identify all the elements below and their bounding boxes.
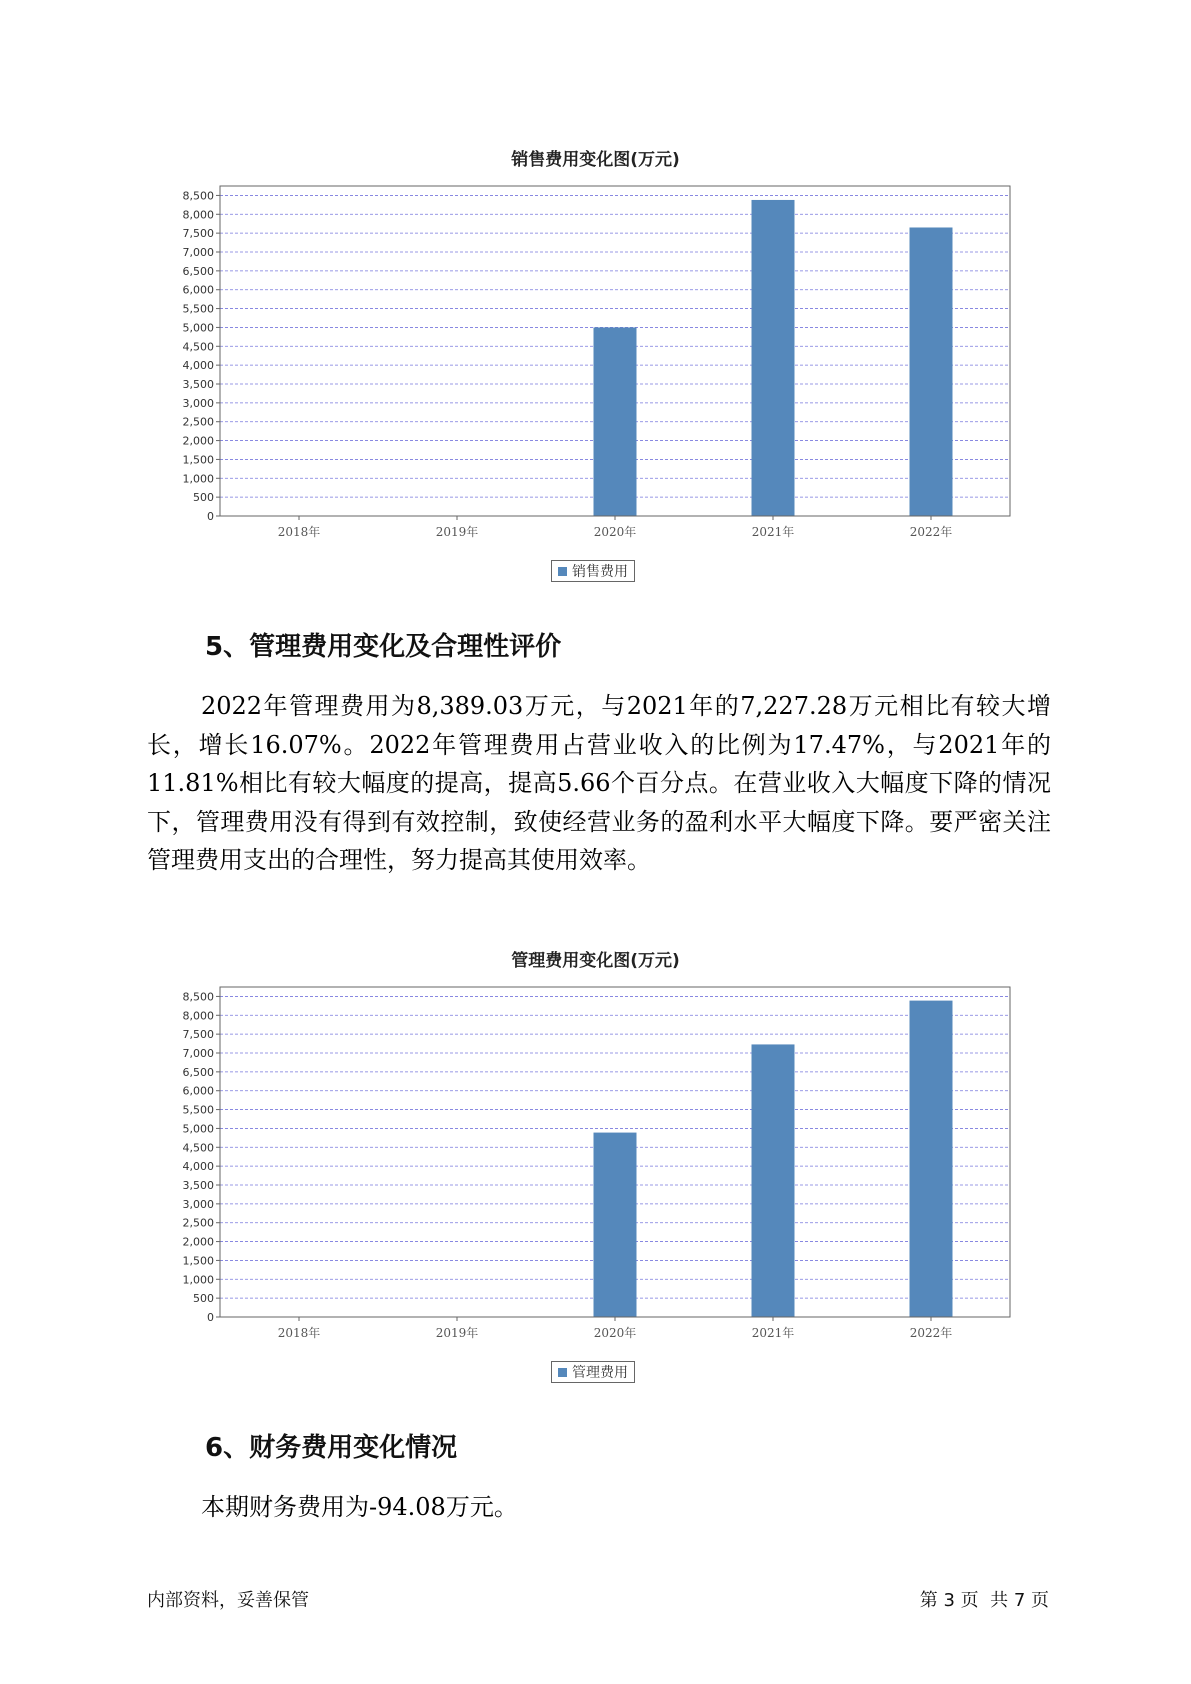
y-tick-label: 7,000 — [182, 246, 214, 259]
y-tick-label: 4,000 — [182, 359, 214, 373]
admin-expense-chart — [150, 979, 1020, 1349]
y-tick-label: 8,000 — [182, 1009, 214, 1023]
y-tick-label: 6,000 — [182, 283, 214, 297]
y-tick-label: 3,000 — [182, 1197, 214, 1211]
x-tick-label: 2019年 — [435, 1326, 479, 1340]
x-tick-label: 2019年 — [435, 525, 479, 539]
bar-2021年 — [752, 1044, 795, 1317]
legend-label: 销售费用 — [572, 564, 628, 580]
y-tick-label: 4,000 — [182, 1160, 214, 1174]
footer-page-number: 第 3 页 共 7 页 — [919, 1590, 1049, 1611]
y-tick-label: 2,000 — [182, 1235, 214, 1249]
legend-swatch — [558, 1368, 567, 1377]
y-tick-label: 8,000 — [182, 208, 214, 222]
y-tick-label: 8,500 — [182, 990, 214, 1004]
footer-confidential-note: 内部资料，妥善保管 — [147, 1590, 309, 1611]
y-tick-label: 6,500 — [182, 1065, 214, 1079]
y-tick-label: 500 — [193, 1292, 214, 1306]
y-tick-label: 2,500 — [182, 415, 214, 429]
x-tick-label: 2022年 — [909, 1326, 953, 1340]
y-tick-label: 1,000 — [182, 472, 214, 486]
y-tick-label: 4,500 — [182, 1141, 214, 1155]
y-tick-label: 6,000 — [182, 1084, 214, 1098]
y-tick-label: 6,500 — [182, 264, 214, 278]
x-tick-label: 2020年 — [593, 525, 637, 539]
x-tick-label: 2021年 — [751, 1326, 795, 1340]
y-tick-label: 8,500 — [182, 189, 214, 203]
y-tick-label: 2,000 — [182, 434, 214, 448]
bar-2022年 — [910, 227, 953, 516]
sales-expense-chart — [150, 178, 1020, 548]
y-tick-label: 500 — [193, 491, 214, 505]
y-tick-label: 2,500 — [182, 1216, 214, 1230]
legend-swatch — [558, 567, 567, 576]
section6-paragraph: 本期财务费用为-94.08万元。 — [201, 1493, 518, 1521]
x-tick-label: 2018年 — [277, 525, 321, 539]
y-tick-label: 4,500 — [182, 340, 214, 354]
y-tick-label: 3,000 — [182, 396, 214, 410]
y-tick-label: 1,000 — [182, 1273, 214, 1287]
sales-chart-title: 销售费用变化图(万元) — [511, 150, 680, 170]
y-tick-label: 3,500 — [182, 378, 214, 391]
y-tick-label: 5,000 — [182, 1122, 214, 1136]
x-tick-label: 2021年 — [751, 525, 795, 539]
y-tick-label: 5,500 — [182, 1103, 214, 1117]
section6-heading: 6、财务费用变化情况 — [205, 1433, 458, 1463]
y-tick-label: 5,000 — [182, 321, 214, 335]
admin-chart-title: 管理费用变化图(万元) — [511, 951, 680, 971]
admin-chart-legend — [551, 1361, 635, 1383]
section5-heading: 5、管理费用变化及合理性评价 — [205, 632, 562, 662]
section5-paragraph: 2022年管理费用为8,389.03万元，与2021年的7,227.28万元相比有较大增长，增长16.07%。2022年管理费用占营业收入的比例为17.47%，与2021年的11.81%相比有较大幅度的提高，提高5.66个百分点。在营业收入大幅度下降的情况下，管理费用没有得到有效控制，致使经营业务的盈利水平大幅度下降。要严密关注管理费用支出的合理性，努力提高其使用效率。 — [147, 692, 1051, 874]
y-tick-label: 1,500 — [182, 1254, 214, 1268]
y-tick-label: 7,000 — [182, 1047, 214, 1060]
bar-2021年 — [752, 200, 795, 516]
y-tick-label: 0 — [207, 510, 214, 523]
x-tick-label: 2020年 — [593, 1326, 637, 1340]
bar-2022年 — [910, 1001, 953, 1317]
y-tick-label: 0 — [207, 1311, 214, 1324]
bar-2020年 — [594, 1133, 637, 1317]
y-tick-label: 1,500 — [182, 453, 214, 467]
y-tick-label: 5,500 — [182, 302, 214, 316]
legend-label: 管理费用 — [572, 1365, 628, 1381]
x-tick-label: 2022年 — [909, 525, 953, 539]
y-tick-label: 3,500 — [182, 1179, 214, 1192]
x-tick-label: 2018年 — [277, 1326, 321, 1340]
y-tick-label: 7,500 — [182, 227, 214, 241]
y-tick-label: 7,500 — [182, 1028, 214, 1042]
sales-chart-legend — [551, 560, 635, 582]
bar-2020年 — [594, 327, 637, 516]
